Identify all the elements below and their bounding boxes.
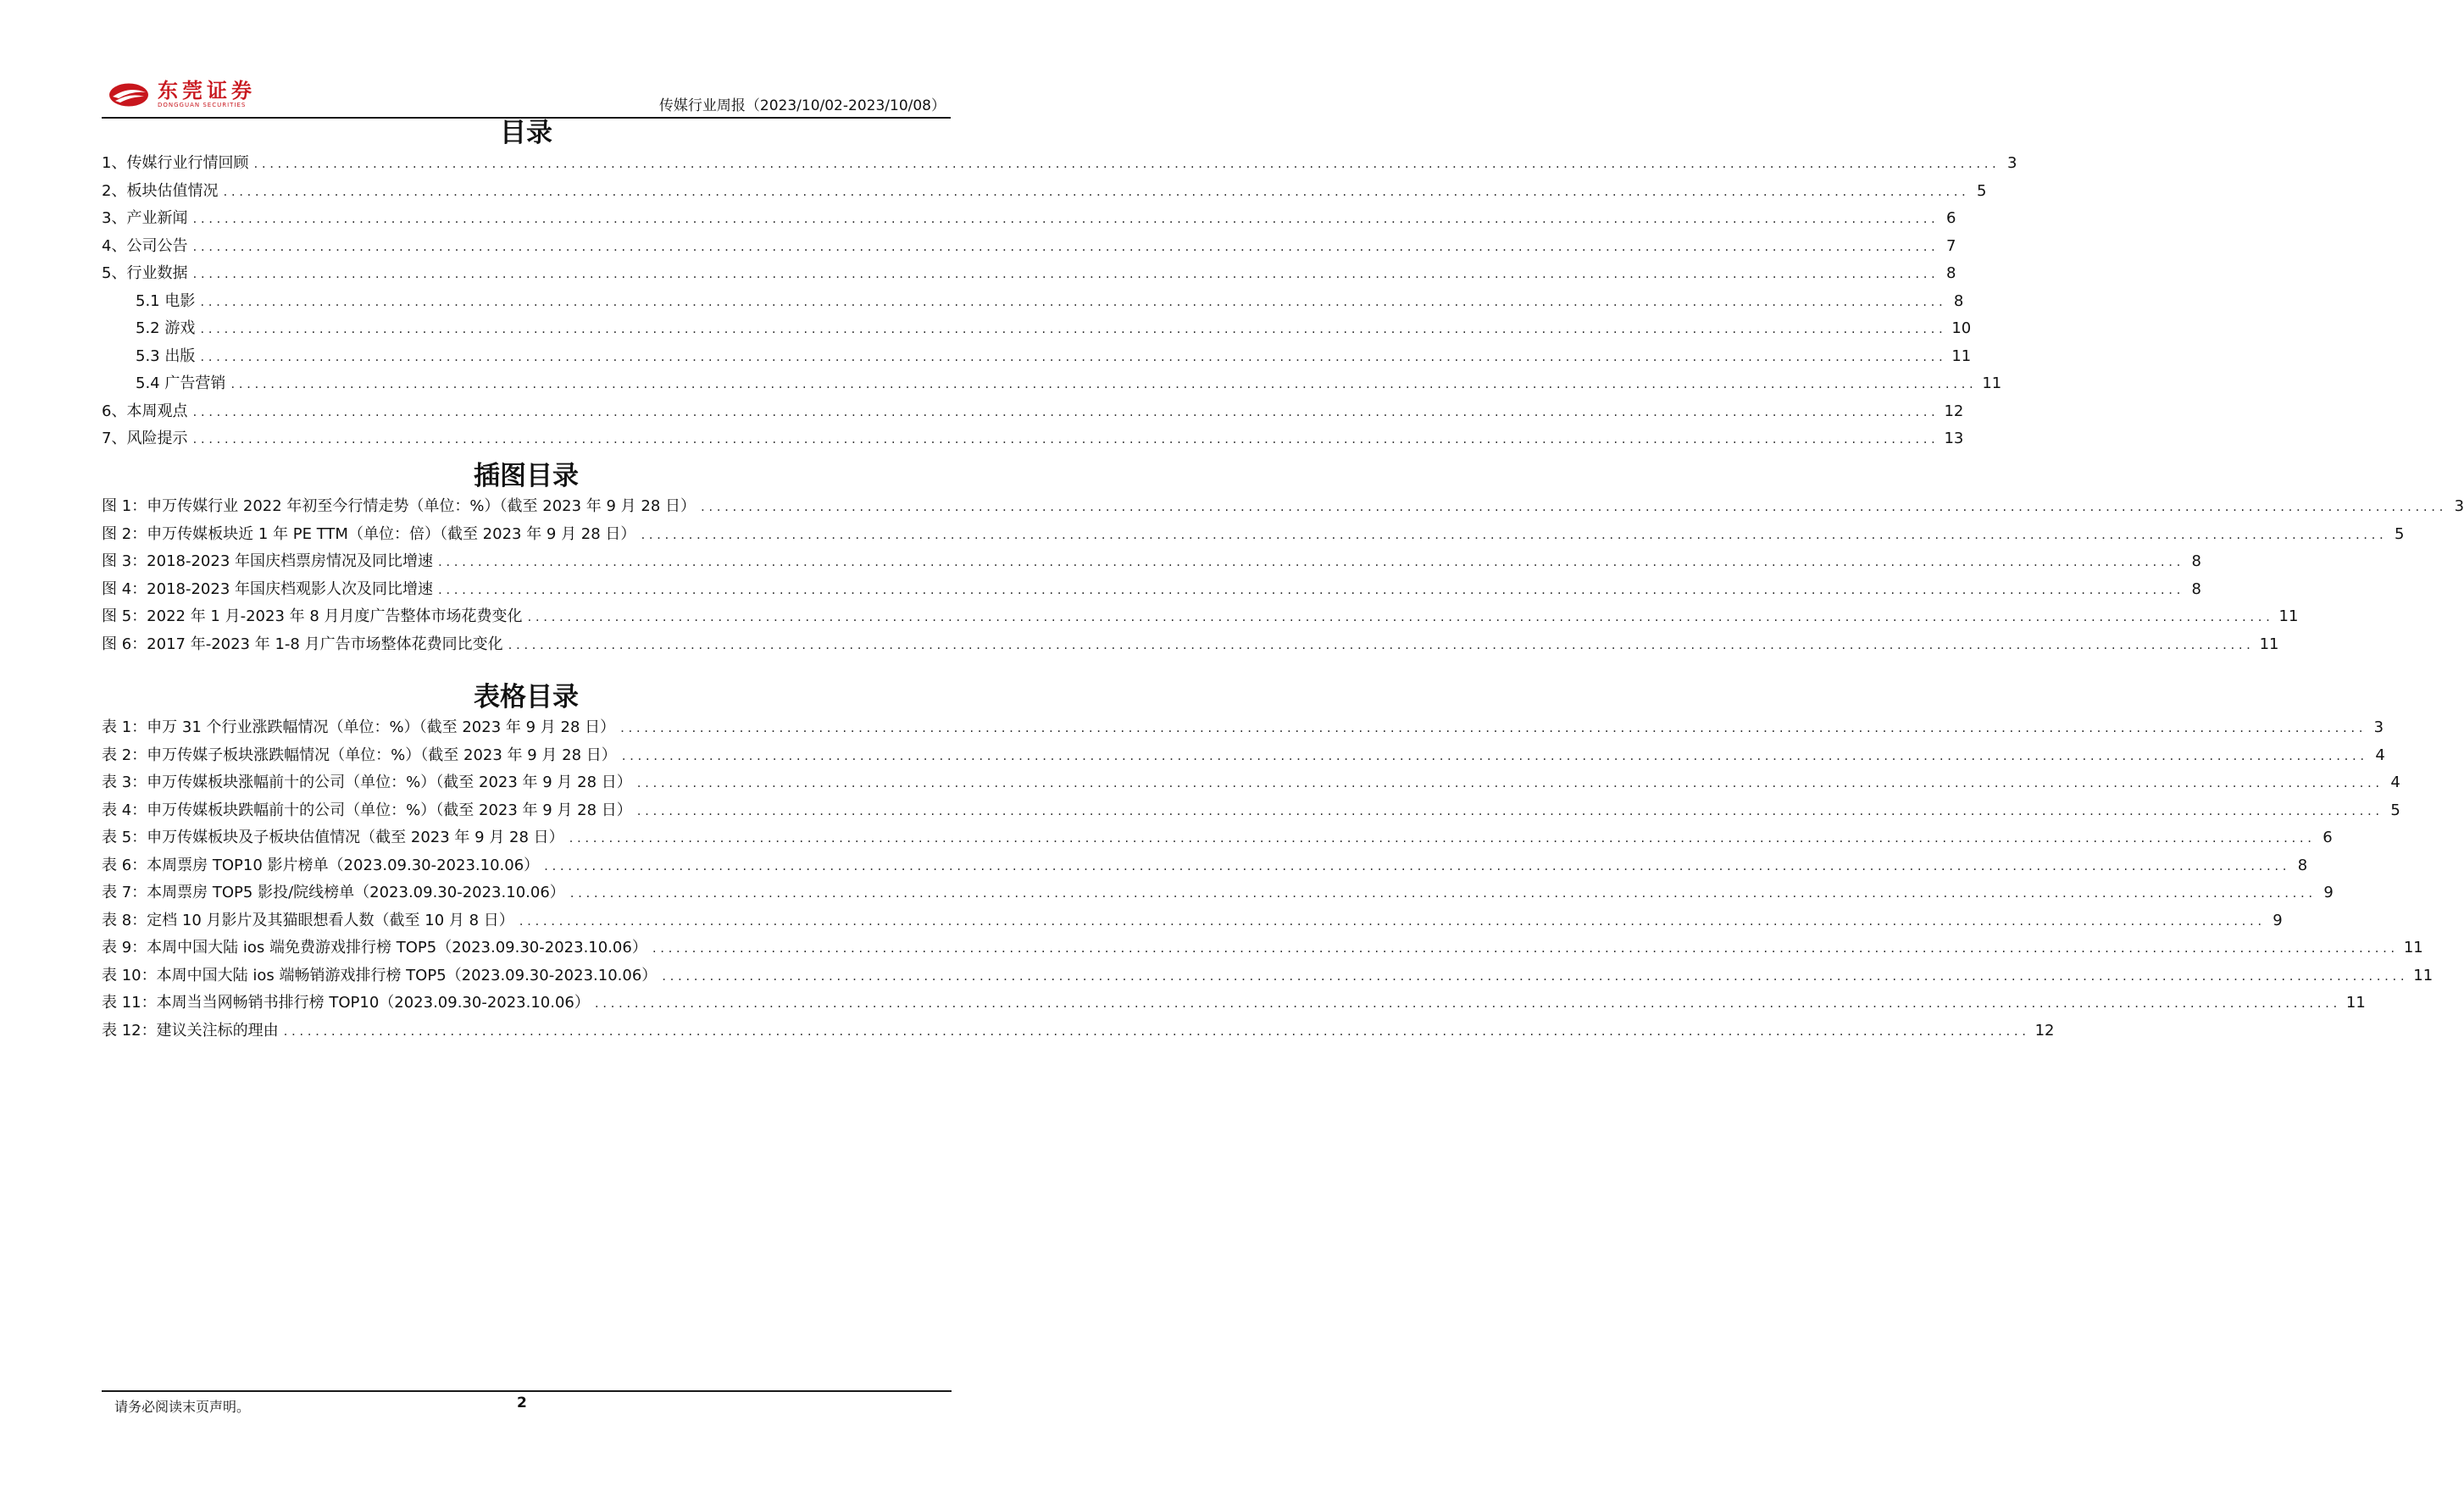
dot-leader: ............................................................................................................................................................................................................................	[253, 156, 2001, 171]
figure-entry[interactable]	[102, 549, 2201, 577]
table-entry[interactable]	[102, 770, 2400, 798]
dot-leader: ............................................................................................................................................................................................................................	[519, 912, 2266, 929]
dot-leader: ............................................................................................................................................................................................................................	[200, 293, 1947, 309]
dot-leader: ............................................................................................................................................................................................................................	[438, 554, 2184, 569]
logo-cn-text: 东莞证券	[158, 78, 256, 103]
toc-entry[interactable]	[102, 344, 1972, 372]
toc-entry-page: 6	[1945, 209, 1956, 227]
table-entry-page: 9	[2323, 884, 2334, 901]
figure-entry-label: 图 4：2018-2023 年国庆档观影人次及同比增速	[102, 579, 434, 598]
table-entry-page: 4	[2390, 773, 2400, 791]
table-entry-label: 表 2：申万传媒子板块涨跌幅情况（单位：%）（截至 2023 年 9 月 28 日）	[102, 746, 617, 764]
toc-entry-page: 11	[1951, 347, 1972, 365]
table-entry-label: 表 4：申万传媒板块跌幅前十的公司（单位：%）（截至 2023 年 9 月 28 日）	[102, 801, 632, 819]
figure-entry-page: 8	[2191, 579, 2201, 598]
figure-entry[interactable]	[102, 577, 2201, 605]
figure-entry-page: 5	[2394, 524, 2405, 543]
toc-entry-label: 5.2 游戏	[136, 319, 196, 337]
toc-entry-label: 1、传媒行业行情回顾	[102, 154, 249, 172]
table-entry-page: 8	[2297, 856, 2308, 874]
table-entry-page: 12	[2034, 1021, 2055, 1040]
figure-entry-label: 图 2：申万传媒板块近 1 年 PE TTM（单位：倍）（截至 2023 年 9 月 28 日）	[102, 524, 636, 543]
table-entry-page: 3	[2373, 718, 2384, 736]
table-entry-page: 5	[2390, 801, 2400, 819]
figure-entry-label: 图 1：申万传媒行业 2022 年初至今行情走势（单位：%）（截至 2023 年 9 月 28 日）	[102, 497, 696, 515]
figures-list	[102, 494, 2464, 659]
figure-entry-label: 图 3：2018-2023 年国庆档票房情况及同比增速	[102, 552, 434, 570]
table-entry-label: 表 11：本周当当网畅销书排行榜 TOP10（2023.09.30-2023.10.06）	[102, 994, 590, 1012]
toc-entry-page: 7	[1945, 236, 1956, 255]
table-entry-page: 11	[2403, 939, 2423, 956]
figure-entry-label: 图 6：2017 年-2023 年 1-8 月广告市场整体花费同比变化	[102, 635, 503, 653]
figure-entry-page: 11	[2259, 635, 2279, 653]
toc-entry-page: 13	[1944, 430, 1964, 447]
toc-entry-label: 3、产业新闻	[102, 209, 188, 227]
dot-leader: ............................................................................................................................................................................................................................	[192, 238, 1940, 254]
dot-leader: ............................................................................................................................................................................................................................	[192, 403, 1940, 419]
toc-entry-label: 2、板块估值情况	[102, 181, 219, 200]
dot-leader: ............................................................................................................................................................................................................................	[594, 995, 2341, 1011]
toc-entry-label: 6、本周观点	[102, 402, 188, 420]
table-entry-label: 表 3：申万传媒板块涨幅前十的公司（单位：%）（截至 2023 年 9 月 28 日）	[102, 773, 632, 791]
dot-leader: ............................................................................................................................................................................................................................	[223, 183, 1970, 199]
table-entry-label: 表 6：本周票房 TOP10 影片榜单（2023.09.30-2023.10.06）	[102, 856, 540, 874]
table-entry-page: 9	[2273, 911, 2283, 929]
dot-leader: ............................................................................................................................................................................................................................	[569, 885, 2317, 901]
dot-leader: ............................................................................................................................................................................................................................	[200, 321, 1947, 336]
dot-leader: ............................................................................................................................................................................................................................	[508, 636, 2255, 652]
dot-leader: ............................................................................................................................................................................................................................	[230, 376, 1978, 391]
figure-entry-page: 8	[2191, 552, 2201, 570]
footer-divider	[102, 1390, 952, 1392]
dot-leader: ............................................................................................................................................................................................................................	[620, 720, 2367, 735]
table-entry[interactable]	[102, 853, 2308, 881]
toc-entry-label: 5.3 出版	[136, 347, 196, 365]
tables-list	[102, 715, 2433, 1045]
figure-entry[interactable]	[102, 494, 2464, 522]
toc-entry[interactable]	[102, 316, 1972, 344]
dot-leader: ............................................................................................................................................................................................................................	[569, 830, 2316, 846]
table-entry-page: 4	[2375, 746, 2385, 764]
toc-entry-page: 11	[1982, 374, 2002, 392]
toc-entry[interactable]	[102, 289, 1964, 317]
table-entry[interactable]	[102, 935, 2423, 963]
toc-entry[interactable]	[102, 399, 1964, 427]
toc-entry[interactable]	[102, 371, 2002, 399]
table-entry-label: 表 5：申万传媒板块及子板块估值情况（截至 2023 年 9 月 28 日）	[102, 829, 564, 846]
dot-leader: ............................................................................................................................................................................................................................	[200, 348, 1947, 364]
toc-entry-page: 8	[1953, 291, 1964, 310]
dot-leader: ............................................................................................................................................................................................................................	[192, 266, 1940, 281]
toc-entry[interactable]	[102, 261, 1956, 289]
figure-entry[interactable]	[102, 604, 2299, 632]
table-entry-page: 11	[2413, 966, 2433, 984]
table-entry-label: 表 10：本周中国大陆 ios 端畅销游戏排行榜 TOP5（2023.09.30-2023.10.06）	[102, 966, 658, 984]
figure-entry-page: 3	[2454, 497, 2464, 515]
table-entry[interactable]	[102, 1018, 2055, 1046]
table-entry-page: 11	[2345, 994, 2366, 1012]
dot-leader: ............................................................................................................................................................................................................................	[192, 211, 1940, 226]
table-entry-label: 表 1：申万 31 个行业涨跌幅情况（单位：%）（截至 2023 年 9 月 28 日）	[102, 718, 616, 736]
footer-disclaimer: 请务必阅读末页声明。	[114, 1399, 251, 1415]
toc-entry[interactable]	[102, 206, 1956, 234]
table-entry[interactable]	[102, 908, 2283, 936]
table-entry[interactable]	[102, 990, 2366, 1018]
table-entry-page: 6	[2322, 829, 2333, 846]
toc-entry[interactable]	[102, 179, 1987, 207]
report-title: 传媒行业周报（2023/10/02-2023/10/08）	[658, 97, 946, 114]
page-number: 2	[517, 1395, 527, 1411]
tables-title: 表格目录	[474, 682, 579, 713]
table-entry[interactable]	[102, 715, 2384, 743]
toc-entry[interactable]	[102, 151, 2017, 179]
table-entry[interactable]	[102, 743, 2385, 771]
toc-list	[102, 151, 2017, 454]
dot-leader: ............................................................................................................................................................................................................................	[527, 609, 2274, 624]
figures-title: 插图目录	[474, 461, 579, 491]
toc-entry-label: 5.1 电影	[136, 291, 196, 310]
toc-entry-label: 5、行业数据	[102, 264, 188, 282]
table-entry[interactable]	[102, 880, 2334, 908]
table-entry-label: 表 9：本周中国大陆 ios 端免费游戏排行榜 TOP5（2023.09.30-2023.10.06）	[102, 939, 647, 956]
dot-leader: ............................................................................................................................................................................................................................	[701, 499, 2448, 514]
figure-entry[interactable]	[102, 632, 2279, 660]
dot-leader: ............................................................................................................................................................................................................................	[544, 857, 2291, 873]
logo-en-text: DONGGUAN SECURITIES	[158, 102, 247, 108]
toc-entry-label: 7、风险提示	[102, 430, 188, 447]
toc-entry-page: 10	[1951, 319, 1972, 337]
company-logo	[108, 80, 256, 109]
dot-leader: ............................................................................................................................................................................................................................	[641, 526, 2388, 542]
figure-entry[interactable]	[102, 522, 2405, 550]
toc-entry-label: 4、公司公告	[102, 236, 188, 255]
toc-entry-page: 12	[1944, 402, 1964, 420]
logo-mark-icon	[108, 82, 149, 108]
dot-leader: ............................................................................................................................................................................................................................	[636, 775, 2384, 790]
table-entry[interactable]	[102, 963, 2433, 991]
figure-entry-page: 11	[2278, 607, 2299, 625]
toc-entry-label: 5.4 广告营销	[136, 374, 226, 392]
dot-leader: ............................................................................................................................................................................................................................	[652, 940, 2399, 956]
toc-title: 目录	[500, 118, 552, 148]
toc-entry-page: 5	[1976, 181, 1987, 200]
toc-entry[interactable]	[102, 234, 1956, 262]
dot-leader: ............................................................................................................................................................................................................................	[283, 1023, 2030, 1039]
dot-leader: ............................................................................................................................................................................................................................	[636, 802, 2384, 818]
table-entry[interactable]	[102, 798, 2400, 826]
table-entry-label: 表 12：建议关注标的理由	[102, 1021, 279, 1040]
toc-entry-page: 8	[1945, 264, 1956, 282]
dot-leader: ............................................................................................................................................................................................................................	[662, 968, 2409, 984]
toc-entry[interactable]	[102, 426, 1964, 454]
table-entry-label: 表 8：定档 10 月影片及其猫眼想看人数（截至 10 月 8 日）	[102, 911, 514, 929]
dot-leader: ............................................................................................................................................................................................................................	[192, 431, 1940, 446]
dot-leader: ............................................................................................................................................................................................................................	[621, 747, 2368, 763]
figure-entry-label: 图 5：2022 年 1 月-2023 年 8 月月度广告整体市场花费变化	[102, 607, 523, 625]
table-entry-label: 表 7：本周票房 TOP5 影投/院线榜单（2023.09.30-2023.10.06）	[102, 884, 565, 901]
dot-leader: ............................................................................................................................................................................................................................	[438, 581, 2184, 597]
toc-entry-page: 3	[2006, 154, 2017, 172]
table-entry[interactable]	[102, 825, 2333, 853]
